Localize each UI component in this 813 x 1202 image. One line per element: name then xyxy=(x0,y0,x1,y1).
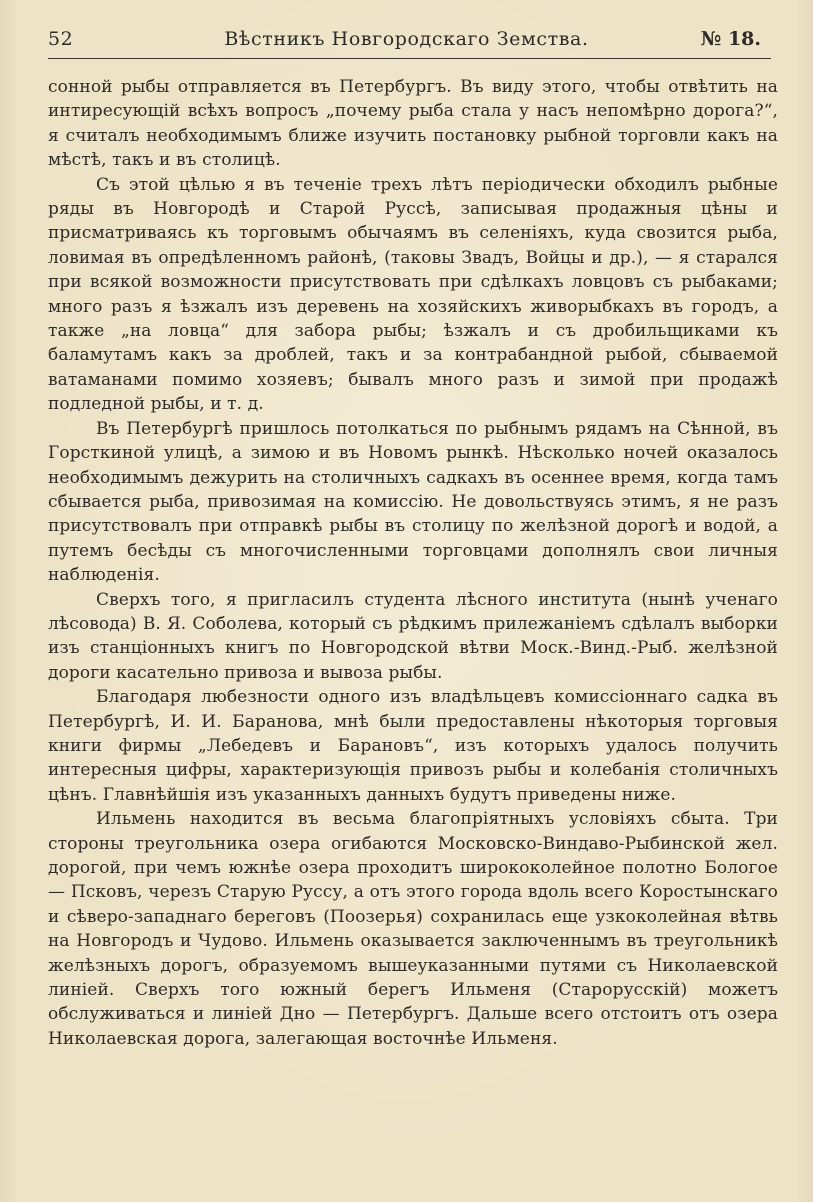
paragraph: Въ Петербургѣ пришлось потолкаться по рыбнымъ рядамъ на Сѣнной, въ Горсткиной улицѣ, а зимою и въ Новомъ рынкѣ. Нѣсколько ночей оказалось необходимымъ дежурить на столичныхъ садкахъ въ осеннее время, когда тамъ сбывается рыба, привозимая на комиссію. Не довольствуясь этимъ, я не разъ присутствовалъ при отправкѣ рыбы въ столицу по желѣзной дорогѣ и водой, а путемъ бесѣды съ многочисленными торговцами дополнялъ свои личныя наблюденія. xyxy=(48,418,778,586)
header-rule xyxy=(48,58,771,59)
paragraph: сонной рыбы отправляется въ Петербургъ. Въ виду этого, чтобы отвѣтить на интиресующій всѣхъ вопросъ „почему рыба стала у насъ непомѣрно дорога?“, я считалъ необходимымъ ближе изучить постановку рыбной торговли какъ на мѣстѣ, такъ и въ столицѣ. xyxy=(48,77,778,171)
page-header xyxy=(48,28,765,58)
running-title: Вѣстникъ Новгородскаго Земства. xyxy=(224,28,589,50)
article-body xyxy=(48,75,778,1051)
paragraph: Ильмень находится въ весьма благопріятныхъ условіяхъ сбыта. Три стороны треугольника озера огибаются Московско-Виндаво-Рыбинской жел. дорогой, при чемъ южнѣе озера проходитъ ширококолейное полотно Бологое — Псковъ, черезъ Старую Руссу, а отъ этого города вдоль всего Коростынскаго и сѣверо-западнаго береговъ (Поозерья) сохранилась еще узкоколейная вѣтвь на Новгородъ и Чудово. Ильмень оказывается заключеннымъ въ треугольникѣ желѣзныхъ дорогъ, образуемомъ вышеуказанными путями съ Николаевской линіей. Сверхъ того южный берегъ Ильменя (Старорусскій) можетъ обслуживаться и линіей Дно — Петербургъ. Дальше всего отстоитъ отъ озера Николаевская дорога, залегающая восточнѣе Ильменя. xyxy=(48,809,778,1049)
paragraph: Съ этой цѣлью я въ теченіе трехъ лѣтъ періодически обходилъ рыбные ряды въ Новгородѣ и Старой Руссѣ, записывая продажныя цѣны и присматриваясь къ торговымъ обычаямъ въ селеніяхъ, куда свозится рыба, ловимая въ опредѣленномъ районѣ, (таковы Звадъ, Войцы и др.), — я старался при всякой возможности присутствовать при сдѣлкахъ ловцовъ съ рыбаками; много разъ я ѣзжалъ изъ деревень на хозяйскихъ живорыбкахъ въ городъ, а также „на ловца“ для забора рыбы; ѣзжалъ и съ дробильщиками къ баламутамъ какъ за дроблей, такъ и за контрабандной рыбой, сбываемой ватаманами помимо хозяевъ; бывалъ много разъ и зимой при продажѣ подледной рыбы, и т. д. xyxy=(48,174,778,415)
page-number: 52 xyxy=(48,28,74,50)
paragraph: Благодаря любезности одного изъ владѣльцевъ комиссіоннаго садка въ Петербургѣ, И. И. Баранова, мнѣ были предоставлены нѣкоторыя торговыя книги фирмы „Лебедевъ и Барановъ“, изъ которыхъ удалось получить интересныя цифры, характеризующія привозъ рыбы и колебанія столичныхъ цѣнъ. Главнѣйшія изъ указанныхъ данныхъ будутъ приведены ниже. xyxy=(48,687,778,805)
paragraph: Сверхъ того, я пригласилъ студента лѣсного института (нынѣ ученаго лѣсовода) В. Я. Соболева, который съ рѣдкимъ прилежаніемъ сдѣлалъ выборки изъ станціонныхъ книгъ по Новгородской вѣтви Моск.-Винд.-Рыб. желѣзной дороги касательно привоза и вывоза рыбы. xyxy=(48,589,778,683)
issue-number: № 18. xyxy=(700,28,761,50)
